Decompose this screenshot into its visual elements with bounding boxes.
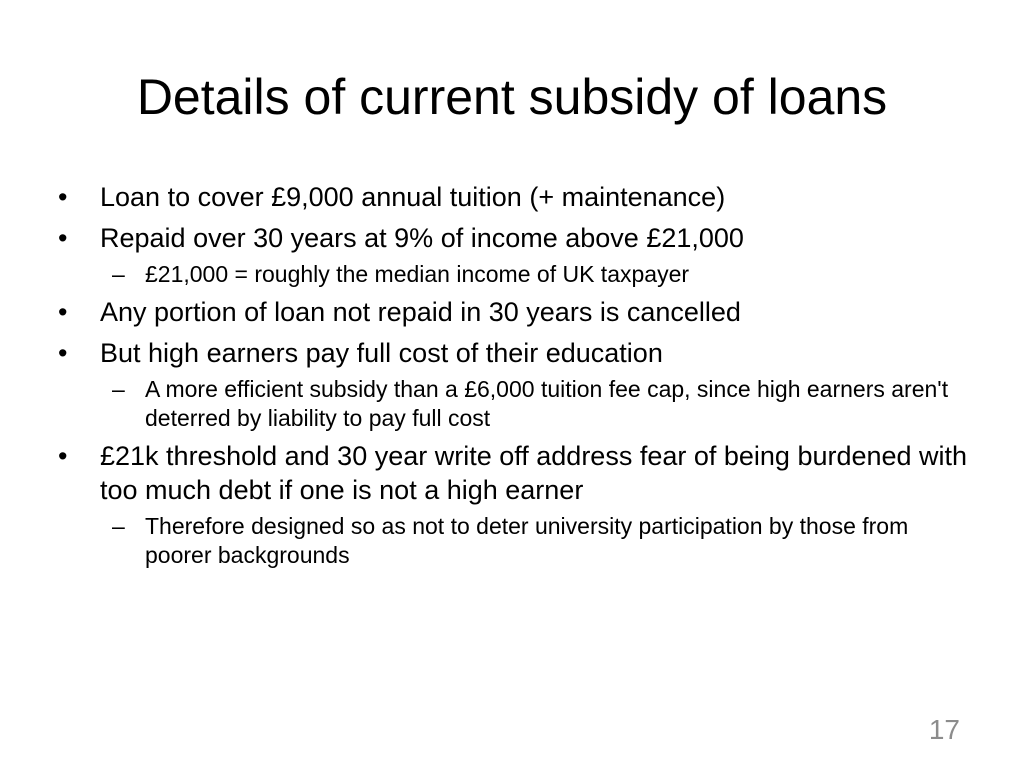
sub-bullet-item <box>100 375 978 433</box>
bullet-item <box>58 221 978 255</box>
bullet-text: Any portion of loan not repaid in 30 years is cancelled <box>100 297 741 327</box>
bullet-icon: • <box>58 182 68 212</box>
bullet-icon: • <box>58 223 68 253</box>
bullet-text: Repaid over 30 years at 9% of income above £21,000 <box>100 223 744 253</box>
bullet-item <box>58 295 978 329</box>
sub-bullet-item <box>100 512 978 570</box>
bullet-icon: • <box>58 338 68 368</box>
slide-title: Details of current subsidy of loans <box>136 69 888 125</box>
bullet-icon: • <box>58 441 68 471</box>
bullet-item <box>58 439 978 507</box>
bullet-list <box>58 180 978 576</box>
bullet-text: £21k threshold and 30 year write off address fear of being burdened with too much debt if one is not a high earner <box>100 441 968 505</box>
bullet-text: Loan to cover £9,000 annual tuition (+ maintenance) <box>100 182 726 212</box>
sub-bullet-text: A more efficient subsidy than a £6,000 tuition fee cap, since high earners aren't deterred by liability to pay full cost <box>145 376 949 431</box>
bullet-icon: • <box>58 297 68 327</box>
sub-bullet-text: Therefore designed so as not to deter university participation by those from poorer backgrounds <box>145 513 909 568</box>
bullet-text: But high earners pay full cost of their education <box>100 338 663 368</box>
sub-bullet-item <box>100 260 978 289</box>
bullet-item <box>58 180 978 214</box>
page-number: 17 <box>928 714 960 745</box>
bullet-item <box>58 336 978 370</box>
dash-icon: – <box>112 513 125 539</box>
dash-icon: – <box>112 261 125 287</box>
dash-icon: – <box>112 376 125 402</box>
sub-bullet-text: £21,000 = roughly the median income of UK taxpayer <box>145 261 690 287</box>
